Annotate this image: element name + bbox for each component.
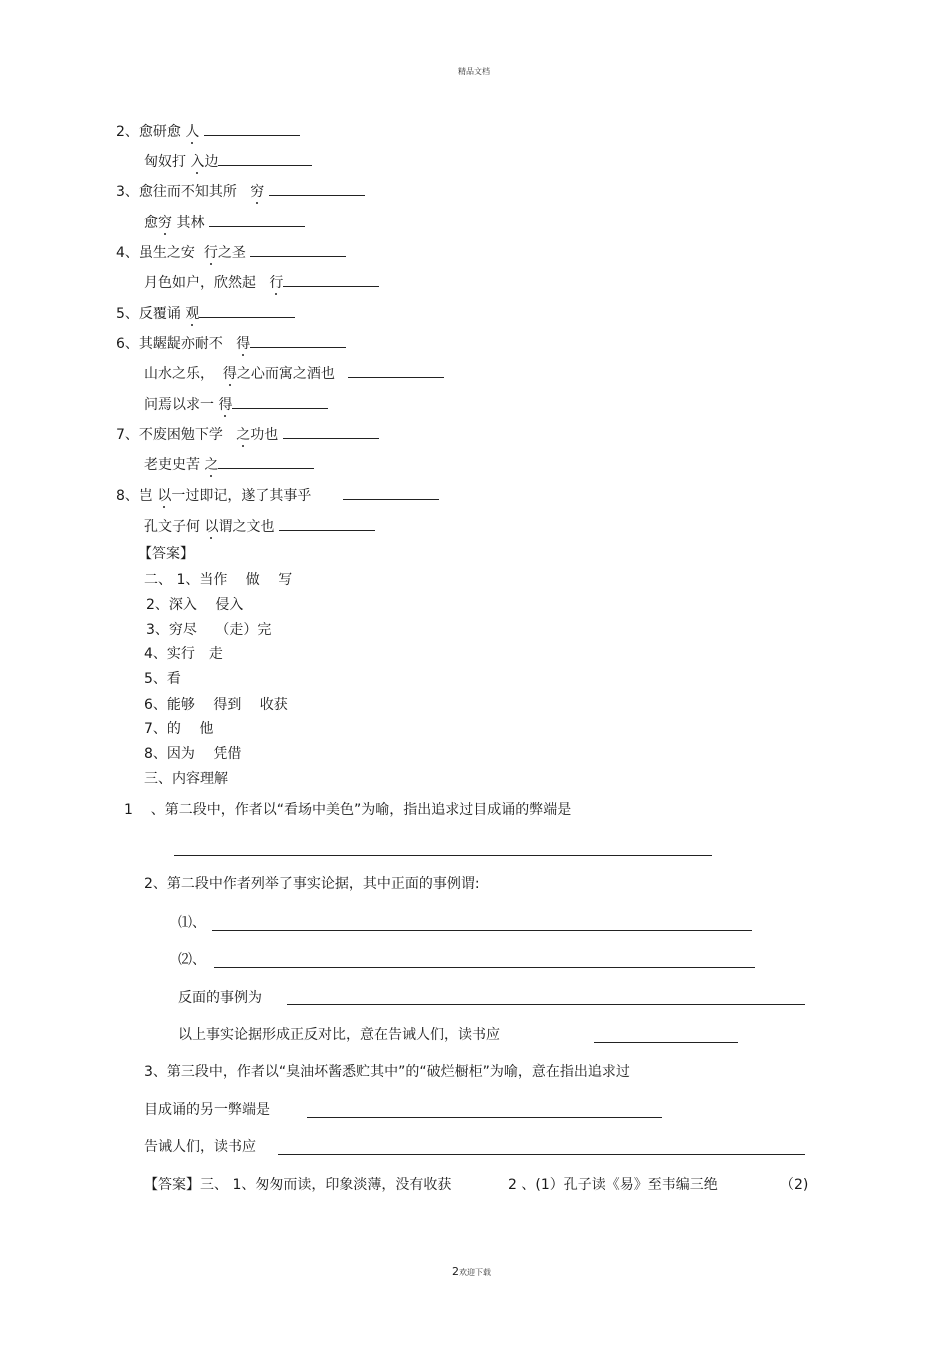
answer-blank[interactable] [283,272,379,287]
answer-blank[interactable] [250,333,346,348]
question-4-line-b: 月色如户，欣然起 行 [144,272,379,292]
page-footer: 2欢迎下载 [452,1265,491,1278]
comprehension-q1: 1 、第二段中，作者以“看场中美色”为喻，指出追求过目成诵的弊端是 [124,802,572,818]
comprehension-q3: 3、第三段中，作者以“臭油坏酱悉贮其中”的“破烂橱柜”为喻，意在指出追求过 [144,1064,630,1080]
answer-line: 5、看 [144,671,181,687]
answer-blank[interactable] [209,212,305,227]
answer-blank[interactable] [199,303,295,318]
question-6-line-a: 6、其龌龊亦耐不 得 [116,333,346,353]
answer-line: 3、穷尽 （走）完 [146,622,272,638]
answer-blank[interactable] [204,121,300,136]
negative-example-label: 反面的事例为 [178,990,262,1006]
answer-blank[interactable] [218,151,312,166]
question-4-line-a: 4、虽生之安 行之圣 [116,242,346,262]
question-2-line-b: 匈奴打 入边 [144,151,312,171]
question-3-line-b: 愈穷 其林 [144,212,305,232]
answer-line-blank[interactable] [287,1004,805,1005]
answer-line-blank[interactable] [174,855,712,856]
question-6-line-b: 山水之乐， 得之心而寓之酒也 [144,363,444,383]
answer-blank[interactable] [283,424,379,439]
answer-line-blank[interactable] [278,1154,805,1155]
answer-blank[interactable] [250,242,346,257]
question-5-line-a: 5、反覆诵 观 [116,303,295,323]
answer-line-blank[interactable] [212,930,752,931]
answer-line: 8、因为 凭借 [144,746,242,762]
comprehension-q3-line3: 告诫人们，读书应 [144,1139,256,1155]
example-1-label: ⑴、 [178,915,206,931]
answers-heading: 【答案】 [138,546,194,562]
answer-line: 6、能够 得到 收获 [144,697,288,713]
example-2-label: ⑵、 [178,952,206,968]
answer-line: 7、的 他 [144,721,214,737]
answer-line: 2、深入 侵入 [146,597,244,613]
answer-line: 4、实行 走 [144,646,223,662]
question-7-line-b: 老吏史苦 之 [144,454,314,474]
section-heading: 三、内容理解 [144,771,228,787]
comprehension-q2: 2、第二段中作者列举了事实论据，其中正面的事例谓: [144,876,480,892]
conclusion-text: 以上事实论据形成正反对比，意在告诫人们，读书应 [178,1027,500,1043]
answer-blank[interactable] [343,485,439,500]
question-8-line-b: 孔文子何 以谓之文也 [144,516,375,536]
comprehension-answer-mid: 2 、(1）孔子读《易》至韦编三绝 [508,1177,718,1193]
question-3-line-a: 3、愈往而不知其所 穷 [116,181,365,201]
comprehension-answer-lead: 【答案】三、 1、匆匆而读，印象淡薄，没有收获 [144,1177,452,1193]
answer-blank[interactable] [348,363,444,378]
question-6-line-c: 问焉以求一 得 [144,394,328,414]
question-2-line-a: 2、愈研愈 人 [116,121,300,141]
page-header: 精品文档 [458,67,490,76]
comprehension-answer-end: （2) [780,1177,809,1193]
answer-blank[interactable] [279,516,375,531]
answer-line-blank[interactable] [307,1117,662,1118]
answer-blank[interactable] [218,454,314,469]
answer-line-blank[interactable] [214,967,755,968]
comprehension-q3-line2: 目成诵的另一弊端是 [144,1102,270,1118]
question-7-line-a: 7、不废困勉下学 之功也 [116,424,379,444]
answer-line: 二、 1、当作 做 写 [144,572,293,588]
question-8-line-a: 8、岂 以一过即记，遂了其事乎 [116,485,439,505]
answer-blank[interactable] [232,394,328,409]
answer-line-blank[interactable] [594,1042,738,1043]
answer-blank[interactable] [269,181,365,196]
